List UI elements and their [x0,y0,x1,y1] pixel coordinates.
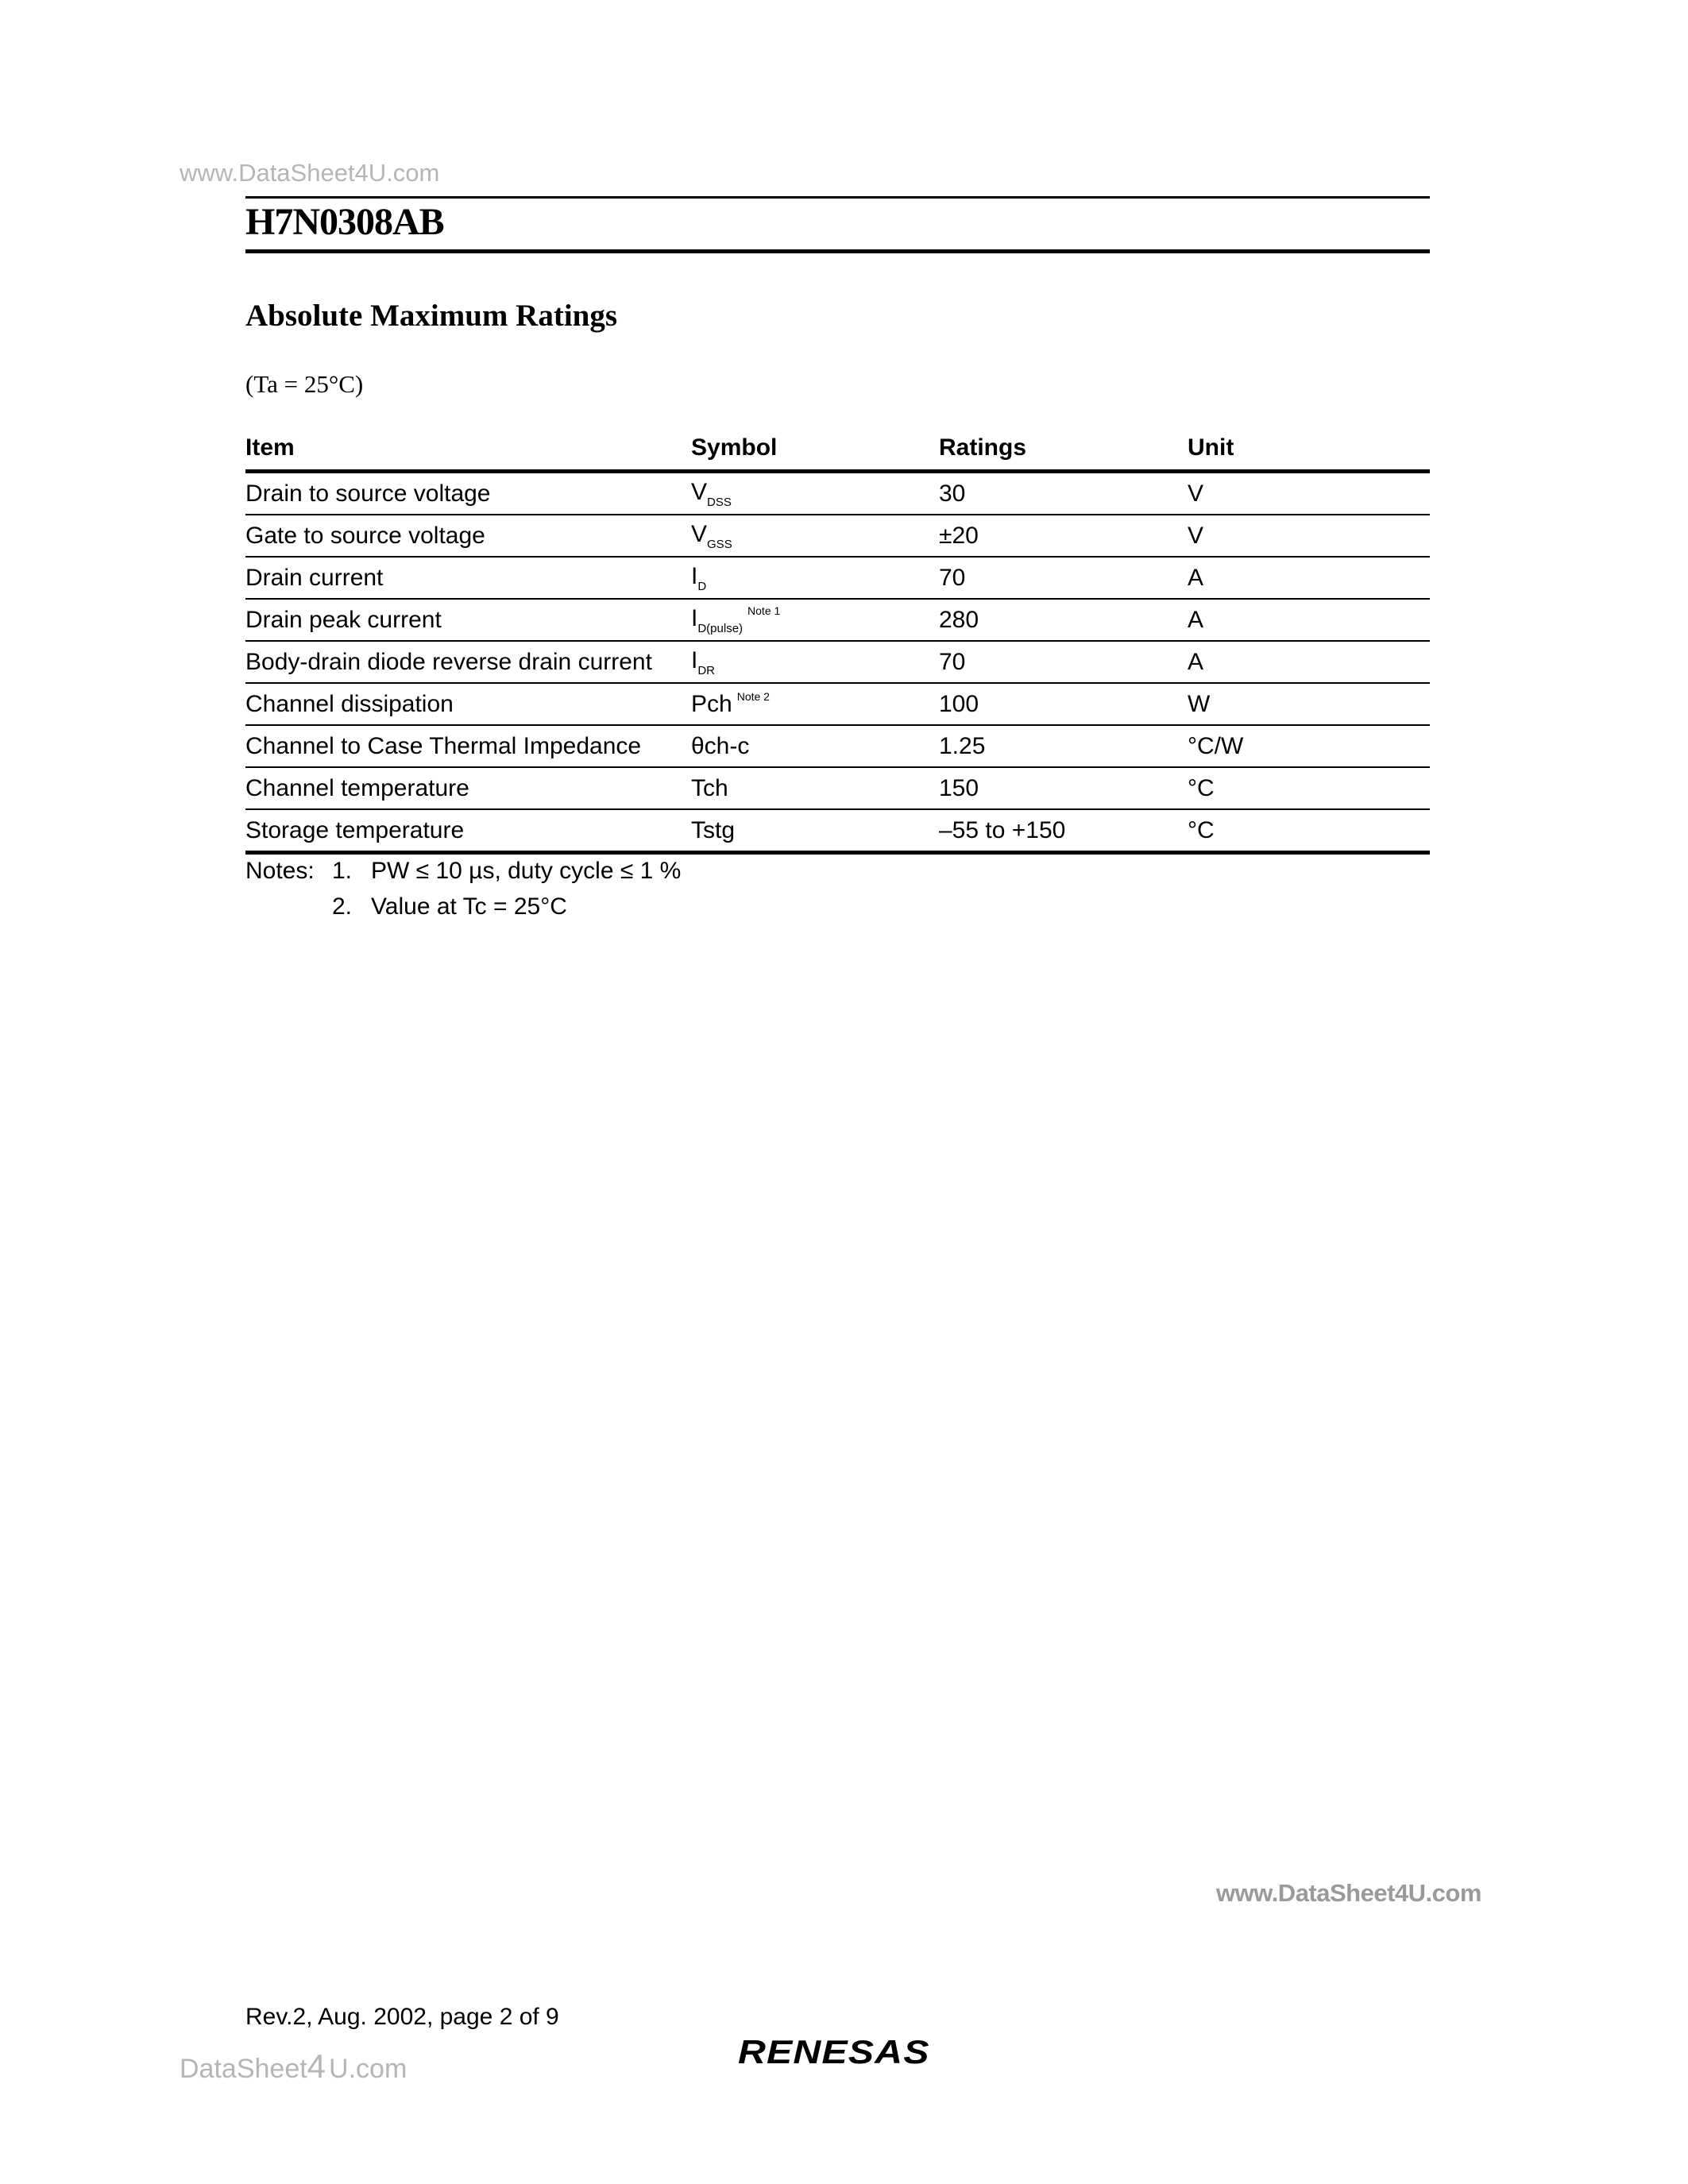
table-row [245,809,1430,853]
table-row [245,515,1430,557]
cell-item: Gate to source voltage [245,515,691,557]
cell-item: Drain current [245,557,691,599]
cell-item: Channel to Case Thermal Impedance [245,725,691,767]
watermark-right: www.DataSheet4U.com [1216,1879,1481,1907]
watermark-digit: 4 [307,2047,326,2085]
cell-symbol [691,599,939,641]
ratings-table [245,426,1430,855]
symbol-note-ref: Note 2 [736,690,770,703]
symbol-main: V [691,520,708,547]
cell-rating: 1.25 [939,725,1188,767]
column-header-unit: Unit [1188,426,1430,472]
column-header-ratings: Ratings [939,426,1188,472]
table-row [245,683,1430,725]
cell-rating: 30 [939,472,1188,515]
symbol-main: Pch [691,691,732,717]
cell-unit: V [1188,515,1430,557]
cell-item: Storage temperature [245,809,691,853]
symbol-subscript: GSS [707,537,732,551]
footer-revision: Rev.2, Aug. 2002, page 2 of 9 [245,2004,559,2030]
cell-item: Drain peak current [245,599,691,641]
cell-unit: °C [1188,767,1430,809]
note-number: 1. [332,858,353,884]
cell-symbol [691,725,939,767]
symbol-main: Tstg [691,816,736,843]
symbol-main: θch-c [691,732,750,759]
cell-symbol [691,472,939,515]
symbol-main: Tch [691,774,728,801]
watermark-text: U.com [329,2054,408,2084]
note-text: PW ≤ 10 µs, duty cycle ≤ 1 % [371,858,682,884]
cell-item: Body-drain diode reverse drain current [245,641,691,683]
symbol-main: V [691,478,708,505]
column-header-symbol: Symbol [691,426,939,472]
symbol-main: I [691,562,698,589]
symbol-subscript: D(pulse) [697,622,744,635]
cell-symbol [691,767,939,809]
symbol-note-ref: Note 1 [747,604,781,617]
symbol-subscript: D [697,579,707,593]
cell-unit: V [1188,472,1430,515]
cell-symbol [691,515,939,557]
symbol-subscript: DSS [707,495,732,509]
cell-rating: 280 [939,599,1188,641]
cell-rating: ±20 [939,515,1188,557]
section-title: Absolute Maximum Ratings [245,299,618,333]
note-text: Value at Tc = 25°C [371,893,567,920]
table-row [245,472,1430,515]
watermark-text: DataSheet [180,2054,307,2084]
cell-unit: A [1188,641,1430,683]
symbol-main: I [691,646,698,673]
table-row [245,557,1430,599]
cell-unit: °C/W [1188,725,1430,767]
table-row [245,767,1430,809]
watermark-bottom-left [180,2047,407,2088]
symbol-main: I [691,605,698,631]
header-top-rule [245,196,1430,199]
part-number-title: H7N0308AB [245,201,444,243]
cell-rating: 70 [939,641,1188,683]
table-row [245,725,1430,767]
cell-rating: –55 to +150 [939,809,1188,853]
notes [245,853,681,924]
cell-unit: °C [1188,809,1430,853]
condition-note: (Ta = 25°C) [245,370,364,398]
cell-symbol [691,683,939,725]
cell-symbol [691,557,939,599]
cell-rating: 70 [939,557,1188,599]
watermark-top-left: www.DataSheet4U.com [180,159,440,187]
cell-symbol [691,809,939,853]
note-number: 2. [332,893,353,920]
cell-rating: 100 [939,683,1188,725]
table-row [245,599,1430,641]
header-bottom-rule [245,249,1430,253]
cell-unit: A [1188,599,1430,641]
cell-rating: 150 [939,767,1188,809]
cell-item: Drain to source voltage [245,472,691,515]
cell-unit: W [1188,683,1430,725]
note-1 [245,853,681,889]
cell-item: Channel temperature [245,767,691,809]
note-2 [245,889,681,924]
cell-unit: A [1188,557,1430,599]
notes-label: Notes: [245,858,315,884]
cell-symbol [691,641,939,683]
cell-item: Channel dissipation [245,683,691,725]
renesas-logo: RENESAS [738,2033,930,2070]
table-header-row [245,426,1430,472]
column-header-item: Item [245,426,691,472]
table-row [245,641,1430,683]
symbol-subscript: DR [697,663,716,677]
